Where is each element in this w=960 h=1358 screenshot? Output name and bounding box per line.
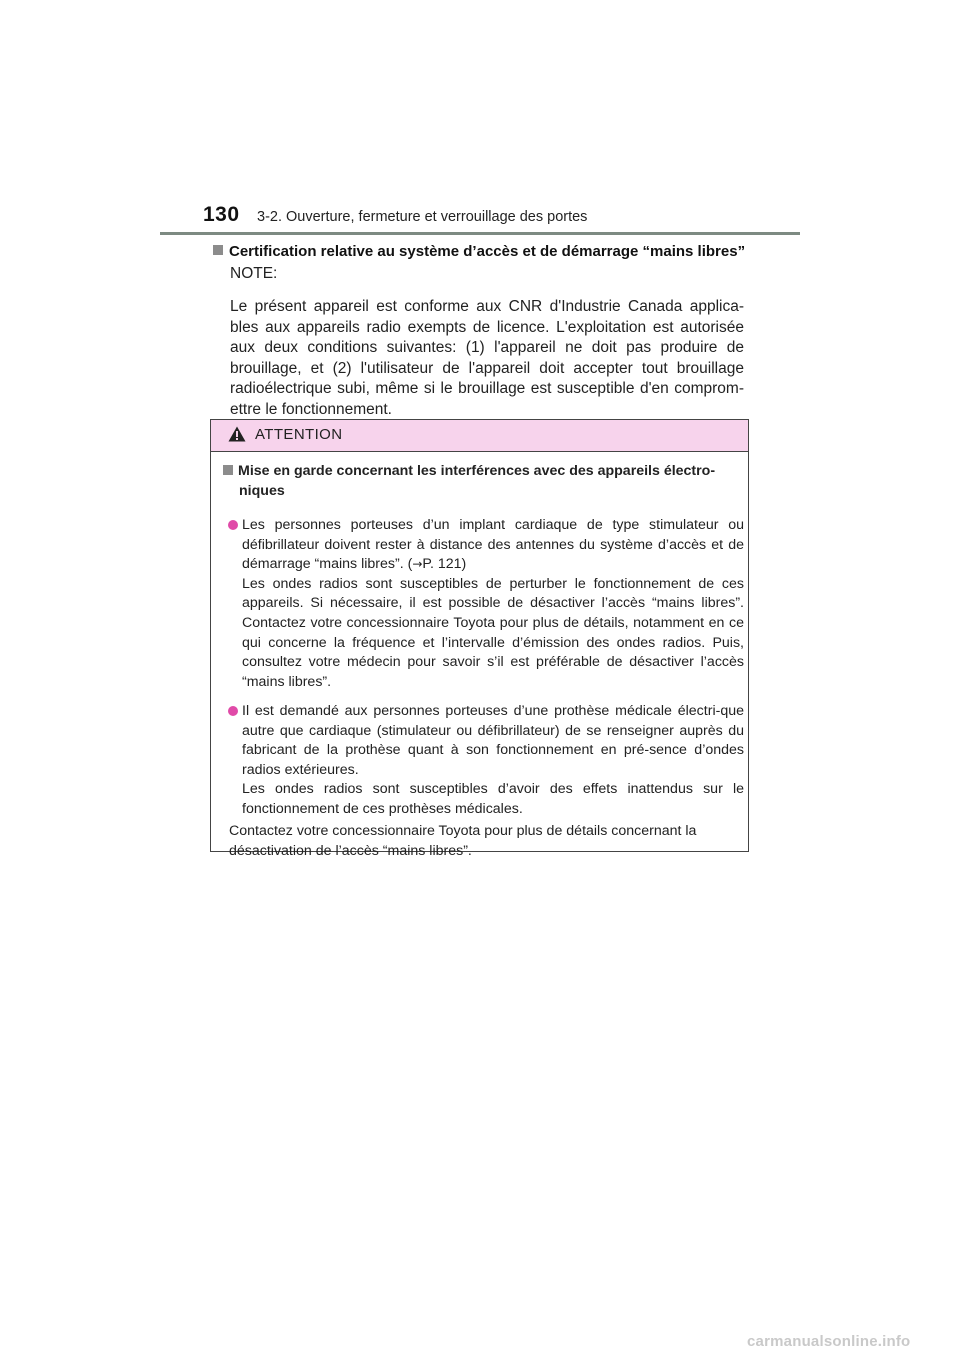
closing-text [229, 822, 744, 861]
warning-triangle-icon [228, 426, 246, 442]
watermark: carmanualsonline.info [747, 1333, 911, 1350]
square-bullet-icon [213, 245, 223, 255]
page-reference: P. 121) [422, 556, 467, 573]
bullet-text [242, 516, 744, 692]
section-heading [213, 243, 763, 260]
list-item [228, 702, 744, 820]
bullet2-para2: Les ondes radios sont susceptibles d’avoir des effets inattendus sur le fonctionnement de ces prothèses médicales. [242, 781, 744, 817]
page-number: 130 [203, 203, 240, 226]
note-body: Le présent appareil est conforme aux CNR d'Industrie Canada applica-bles aux appareils radio exempts de licence. L'exploitation est autorisée aux deux conditions suivantes: (1) l'appareil ne doit pas produire de brouillage, et (2) l'utilisateur de l'appareil doit accepter tout brouillage radioélectrique subi, même si le brouillage est susceptible d'en comprom-ettre le fonctionnement. [230, 298, 744, 418]
header-divider [160, 232, 800, 235]
closing-paragraph: Contactez votre concessionnaire Toyota pour plus de détails concernant la désactivation de l’accès “mains libres”. [229, 823, 697, 859]
list-item [228, 516, 744, 692]
note-label: NOTE: [230, 265, 278, 282]
sub-heading-line1: Mise en garde concernant les interférences avec des appareils électro- [238, 463, 716, 479]
bullet-dot-icon [228, 706, 238, 716]
bullet1-para1 [242, 516, 744, 575]
section-heading-text: Certification relative au système d’accès et de démarrage “mains libres” [229, 243, 746, 260]
bullet2-para1: Il est demandé aux personnes porteuses d’une prothèse médicale électri-que autre que cardiaque (stimulateur ou défibrillateur) de se renseigner auprès du fabricant de la prothèse quant à son fonctionnement en pré-sence d’ondes radios extérieures. [242, 703, 744, 778]
bullet1-para2: Les ondes radios sont susceptibles de perturber le fonctionnement de ces appareils. Si nécessaire, il est possible de désactiver l’accès “mains libres”. Contactez votre concessionnaire Toyota pour plus de détails, notamment en ce qui concerne la fréquence et l’intervalle d’émission des ondes radios. Puis, consultez votre médecin pour savoir s’il est préférable de désactiver l’accès “mains libres”. [242, 575, 744, 690]
arrow-right-icon: → [412, 557, 423, 572]
sub-heading-line2: niques [239, 482, 285, 499]
attention-sub-heading [223, 462, 743, 501]
bullet-text [242, 702, 744, 820]
bullet-dot-icon [228, 520, 238, 530]
bullet1-para1-before: Les personnes porteuses d’un implant cardiaque de type stimulateur ou défibrillateur doivent rester à distance des antennes du système d’accès et de démarrage “mains libres”. ( [242, 517, 744, 573]
attention-title: ATTENTION [255, 426, 343, 443]
chapter-title: 3-2. Ouverture, fermeture et verrouillage des portes [257, 209, 588, 225]
attention-box [210, 419, 749, 859]
attention-header [211, 420, 748, 452]
square-bullet-icon [223, 465, 233, 475]
